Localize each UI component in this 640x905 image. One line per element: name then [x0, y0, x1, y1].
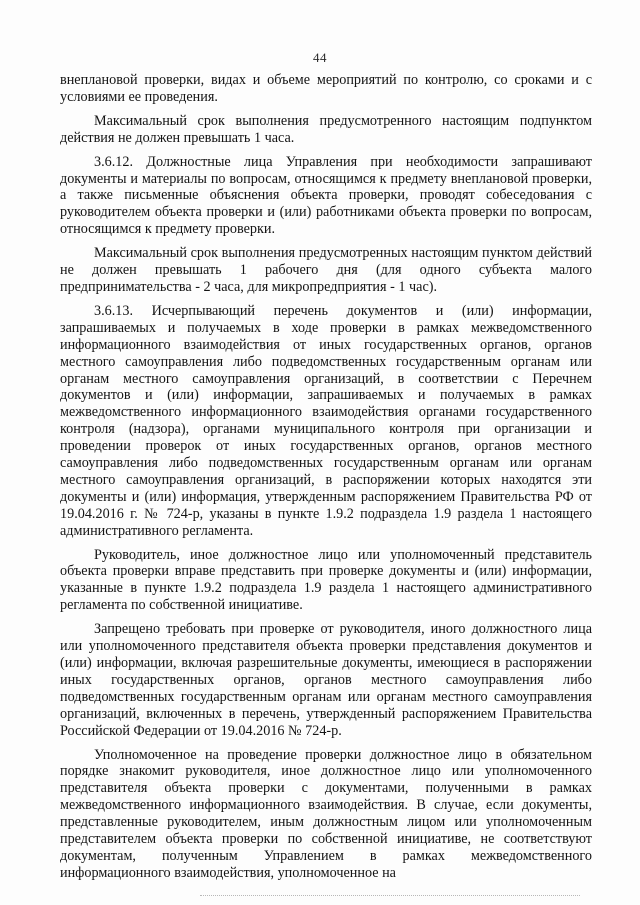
paragraph-max-time-2: Максимальный срок выполнения предусмотренных настоящим пунктом действий не должен превышать 1 рабочего дня (для одного субъекта малого предпринимательства - 2 часа, для микропредприятия - 1 час).: [60, 245, 592, 295]
document-body: [60, 72, 592, 889]
page-number: 44: [313, 50, 327, 65]
paragraph-continuation: внеплановой проверки, видах и объеме мероприятий по контролю, со сроками и с условиями ее проведения.: [60, 72, 592, 105]
paragraph-own-initiative: Руководитель, иное должностное лицо или уполномоченный представитель объекта проверки вправе представить при проверке документы и (или) информации, указанные в пункте 1.9.2 подраздела 1.9 раздела 1 настоящего административного регламента по собственной инициативе.: [60, 546, 592, 614]
paragraph-prohibition: Запрещено требовать при проверке от руководителя, иного должностного лица или уполномоченного представителя объекта проверки представления документов и (или) информации, включая разрешительные документы, имеющиеся в распоряжении иных государственных органов, органов местного самоуправления либо подведомственных государственным органам или органам местного самоуправления организаций, включенных в перечень, утвержденный распоряжением Правительства Российской Федерации от 19.04.2016 № 724-р.: [60, 621, 592, 739]
paragraph-familiarization: Уполномоченное на проведение проверки должностное лицо в обязательном порядке знакомит руководителя, иное должностное лицо или уполномоченного представителя объекта проверки с документами, полученными в рамках межведомственного информационного взаимодействия. В случае, если документы, представленные руководителем, иным должностным лицом или уполномоченным представителем объекта проверки по собственной инициативе, не соответствуют документам, полученным Управлением в рамках межведомственного информационного взаимодействия, уполномоченное на: [60, 746, 592, 881]
paragraph-max-time-1: Максимальный срок выполнения предусмотренного настоящим подпунктом действия не должен превышать 1 часа.: [60, 112, 592, 146]
paragraph-3-6-13: 3.6.13. Исчерпывающий перечень документов и (или) информации, запрашиваемых и получаемых в ходе проверки в рамках межведомственного информационного взаимодействия от иных государственных органов, органов местного самоуправления либо подведомственных государственным органам или органам местного самоуправления организаций, в соответствии с Перечнем документов и (или) информации, запрашиваемых и получаемых в рамках межведомственного информационного взаимодействия органами государственного контроля (надзора), органами муниципального контроля при организации и проведении проверок от иных государственных органов, органов местного самоуправления либо подведомственных государственным органам или органам местного самоуправления организаций, в распоряжении которых находятся эти документы и (или) информация, утвержденным распоряжением Правительства РФ от 19.04.2016 г. № 724-р, указаны в пункте 1.9.2 подраздела 1.9 раздела 1 настоящего административного регламента.: [60, 302, 592, 539]
paragraph-3-6-12: 3.6.12. Должностные лица Управления при необходимости запрашивают документы и материалы по вопросам, относящимся к предмету внеплановой проверки, а также письменные объяснения объекта проверки, проводят собеседования с руководителем объекта проверки и (или) работниками объекта проверки по вопросам, относящимся к предмету проверки.: [60, 153, 592, 238]
footer-scan-mark: [200, 895, 580, 896]
